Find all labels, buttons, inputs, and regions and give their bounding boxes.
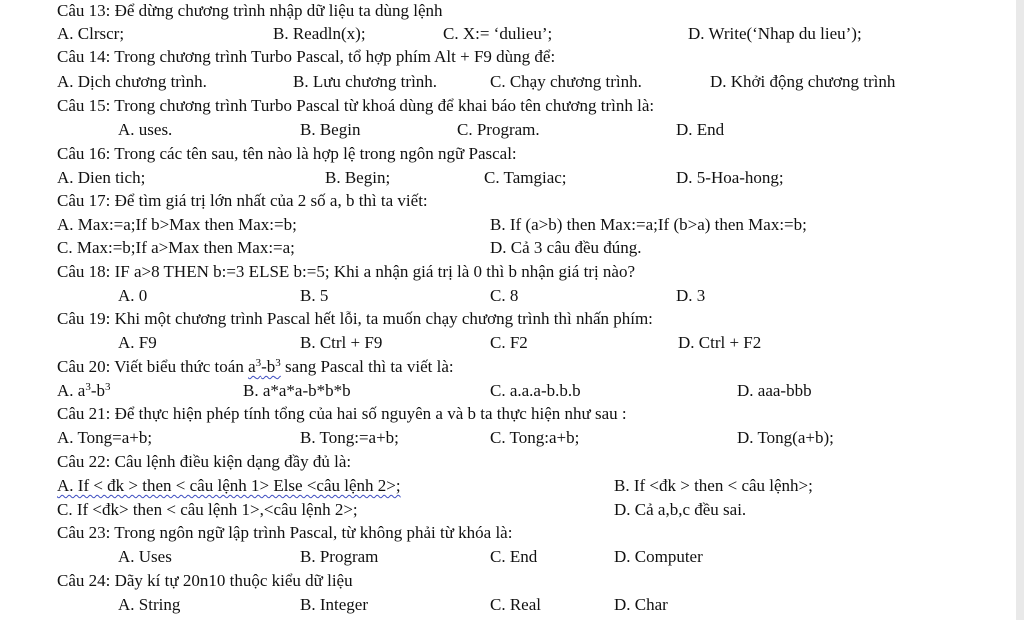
q19-option-c: C. F2 — [490, 333, 528, 352]
q13-option-d: D. Write(‘Nhap du lieu’); — [688, 24, 862, 43]
q13-option-a: A. Clrscr; — [57, 24, 125, 43]
question-17: Câu 17: Để tìm giá trị lớn nhất của 2 số a, b thì ta viết: — [57, 191, 428, 210]
q16-option-b: B. Begin; — [325, 168, 391, 187]
q18-option-d: D. 3 — [676, 286, 706, 305]
q20-text-post: sang Pascal thì ta viết là: — [285, 357, 454, 376]
q19-options — [0, 331, 1024, 355]
q17-option-b: B. If (a>b) then Max:=a;If (b>a) then Max:=b; — [490, 215, 807, 234]
q14-option-a: A. Dịch chương trình. — [57, 72, 207, 91]
question-13: Câu 13: Để dừng chương trình nhập dữ liệu ta dùng lệnh — [57, 1, 443, 20]
q21-option-d: D. Tong(a+b); — [737, 428, 834, 447]
q15-option-c: C. Program. — [457, 120, 540, 139]
q18-option-c: C. 8 — [490, 286, 519, 305]
q21-options — [0, 426, 1024, 450]
page-edge — [1016, 0, 1024, 620]
q20-expression: $a^3-b^3$ — [248, 357, 281, 376]
q21-option-b: B. Tong:=a+b; — [300, 428, 399, 447]
q19-option-a: A. F9 — [118, 333, 157, 352]
q22-option-a: A. If < đk > then < câu lệnh 1> Else <câu lệnh 2>; — [57, 476, 401, 495]
q19-option-b: B. Ctrl + F9 — [300, 333, 383, 352]
q14-option-d: D. Khởi động chương trình — [710, 72, 896, 91]
q23-option-a: A. Uses — [118, 547, 172, 566]
q23-options — [0, 545, 1024, 569]
q20-option-c: C. a.a.a-b.b.b — [490, 381, 581, 400]
question-23: Câu 23: Trong ngôn ngữ lập trình Pascal, từ không phải từ khóa là: — [57, 523, 513, 542]
q18-options — [0, 284, 1024, 308]
q22-option-c: C. If <đk> then < câu lệnh 1>,<câu lệnh 2>; — [57, 500, 358, 519]
q17-options-row1 — [0, 213, 1024, 237]
q17-option-a: A. Max:=a;If b>Max then Max:=b; — [57, 215, 297, 234]
q14-option-c: C. Chạy chương trình. — [490, 72, 642, 91]
question-18: Câu 18: IF a>8 THEN b:=3 ELSE b:=5; Khi a nhận giá trị là 0 thì b nhận giá trị nào? — [57, 262, 636, 281]
q14-option-b: B. Lưu chương trình. — [293, 72, 438, 91]
q20-option-b: B. a*a*a-b*b*b — [243, 381, 351, 400]
q20-option-a: A. $a^3-b^3$ — [57, 381, 111, 400]
q13-option-b: B. Readln(x); — [273, 24, 366, 43]
question-19: Câu 19: Khi một chương trình Pascal hết lỗi, ta muốn chạy chương trình thì nhấn phím: — [57, 309, 653, 328]
q20-text-pre: Câu 20: Viết biểu thức toán — [57, 357, 244, 376]
question-20 — [57, 355, 1024, 379]
question-15: Câu 15: Trong chương trình Turbo Pascal từ khoá dùng để khai báo tên chương trình là: — [57, 96, 655, 115]
q19-option-d: D. Ctrl + F2 — [678, 333, 762, 352]
q23-option-b: B. Program — [300, 547, 379, 566]
q16-option-c: C. Tamgiac; — [484, 168, 567, 187]
q17-option-c: C. Max:=b;If a>Max then Max:=a; — [57, 238, 295, 257]
question-14: Câu 14: Trong chương trình Turbo Pascal, tổ hợp phím Alt + F9 dùng để: — [57, 47, 556, 66]
q15-option-a: A. uses. — [118, 120, 173, 139]
q22-options-row1 — [0, 474, 1024, 498]
q21-option-c: C. Tong:a+b; — [490, 428, 580, 447]
q17-options-row2 — [0, 236, 1024, 260]
question-16: Câu 16: Trong các tên sau, tên nào là hợp lệ trong ngôn ngữ Pascal: — [57, 144, 517, 163]
q22-option-b: B. If <đk > then < câu lệnh>; — [614, 476, 813, 495]
q13-option-c: C. X:= ‘dulieu’; — [443, 24, 553, 43]
q22-options-row2 — [0, 498, 1024, 522]
q16-option-a: A. Dien tich; — [57, 168, 146, 187]
q16-options — [0, 166, 1024, 190]
q18-option-a: A. 0 — [118, 286, 148, 305]
q24-option-c: C. Real — [490, 595, 541, 614]
q18-option-b: B. 5 — [300, 286, 329, 305]
q15-options — [0, 118, 1024, 142]
q23-option-d: D. Computer — [614, 547, 703, 566]
question-24: Câu 24: Dãy kí tự 20n10 thuộc kiểu dữ liệu — [57, 571, 353, 590]
q24-option-b: B. Integer — [300, 595, 368, 614]
q22-option-d: D. Cả a,b,c đều sai. — [614, 500, 747, 519]
q16-option-d: D. 5-Hoa-hong; — [676, 168, 784, 187]
q13-options — [0, 22, 1024, 46]
q14-options — [0, 70, 1024, 94]
q24-option-d: D. Char — [614, 595, 668, 614]
q24-option-a: A. String — [118, 595, 181, 614]
q15-option-d: D. End — [676, 120, 725, 139]
q17-option-d: D. Cả 3 câu đều đúng. — [490, 238, 642, 257]
q20-options — [0, 379, 1024, 403]
q20-option-d: D. aaa-bbb — [737, 381, 812, 400]
question-22: Câu 22: Câu lệnh điều kiện dạng đầy đủ là: — [57, 452, 352, 471]
q15-option-b: B. Begin — [300, 120, 361, 139]
q23-option-c: C. End — [490, 547, 538, 566]
q24-options — [0, 593, 1024, 617]
q21-option-a: A. Tong=a+b; — [57, 428, 153, 447]
question-21: Câu 21: Để thực hiện phép tính tổng của hai số nguyên a và b ta thực hiện như sau : — [57, 404, 627, 423]
